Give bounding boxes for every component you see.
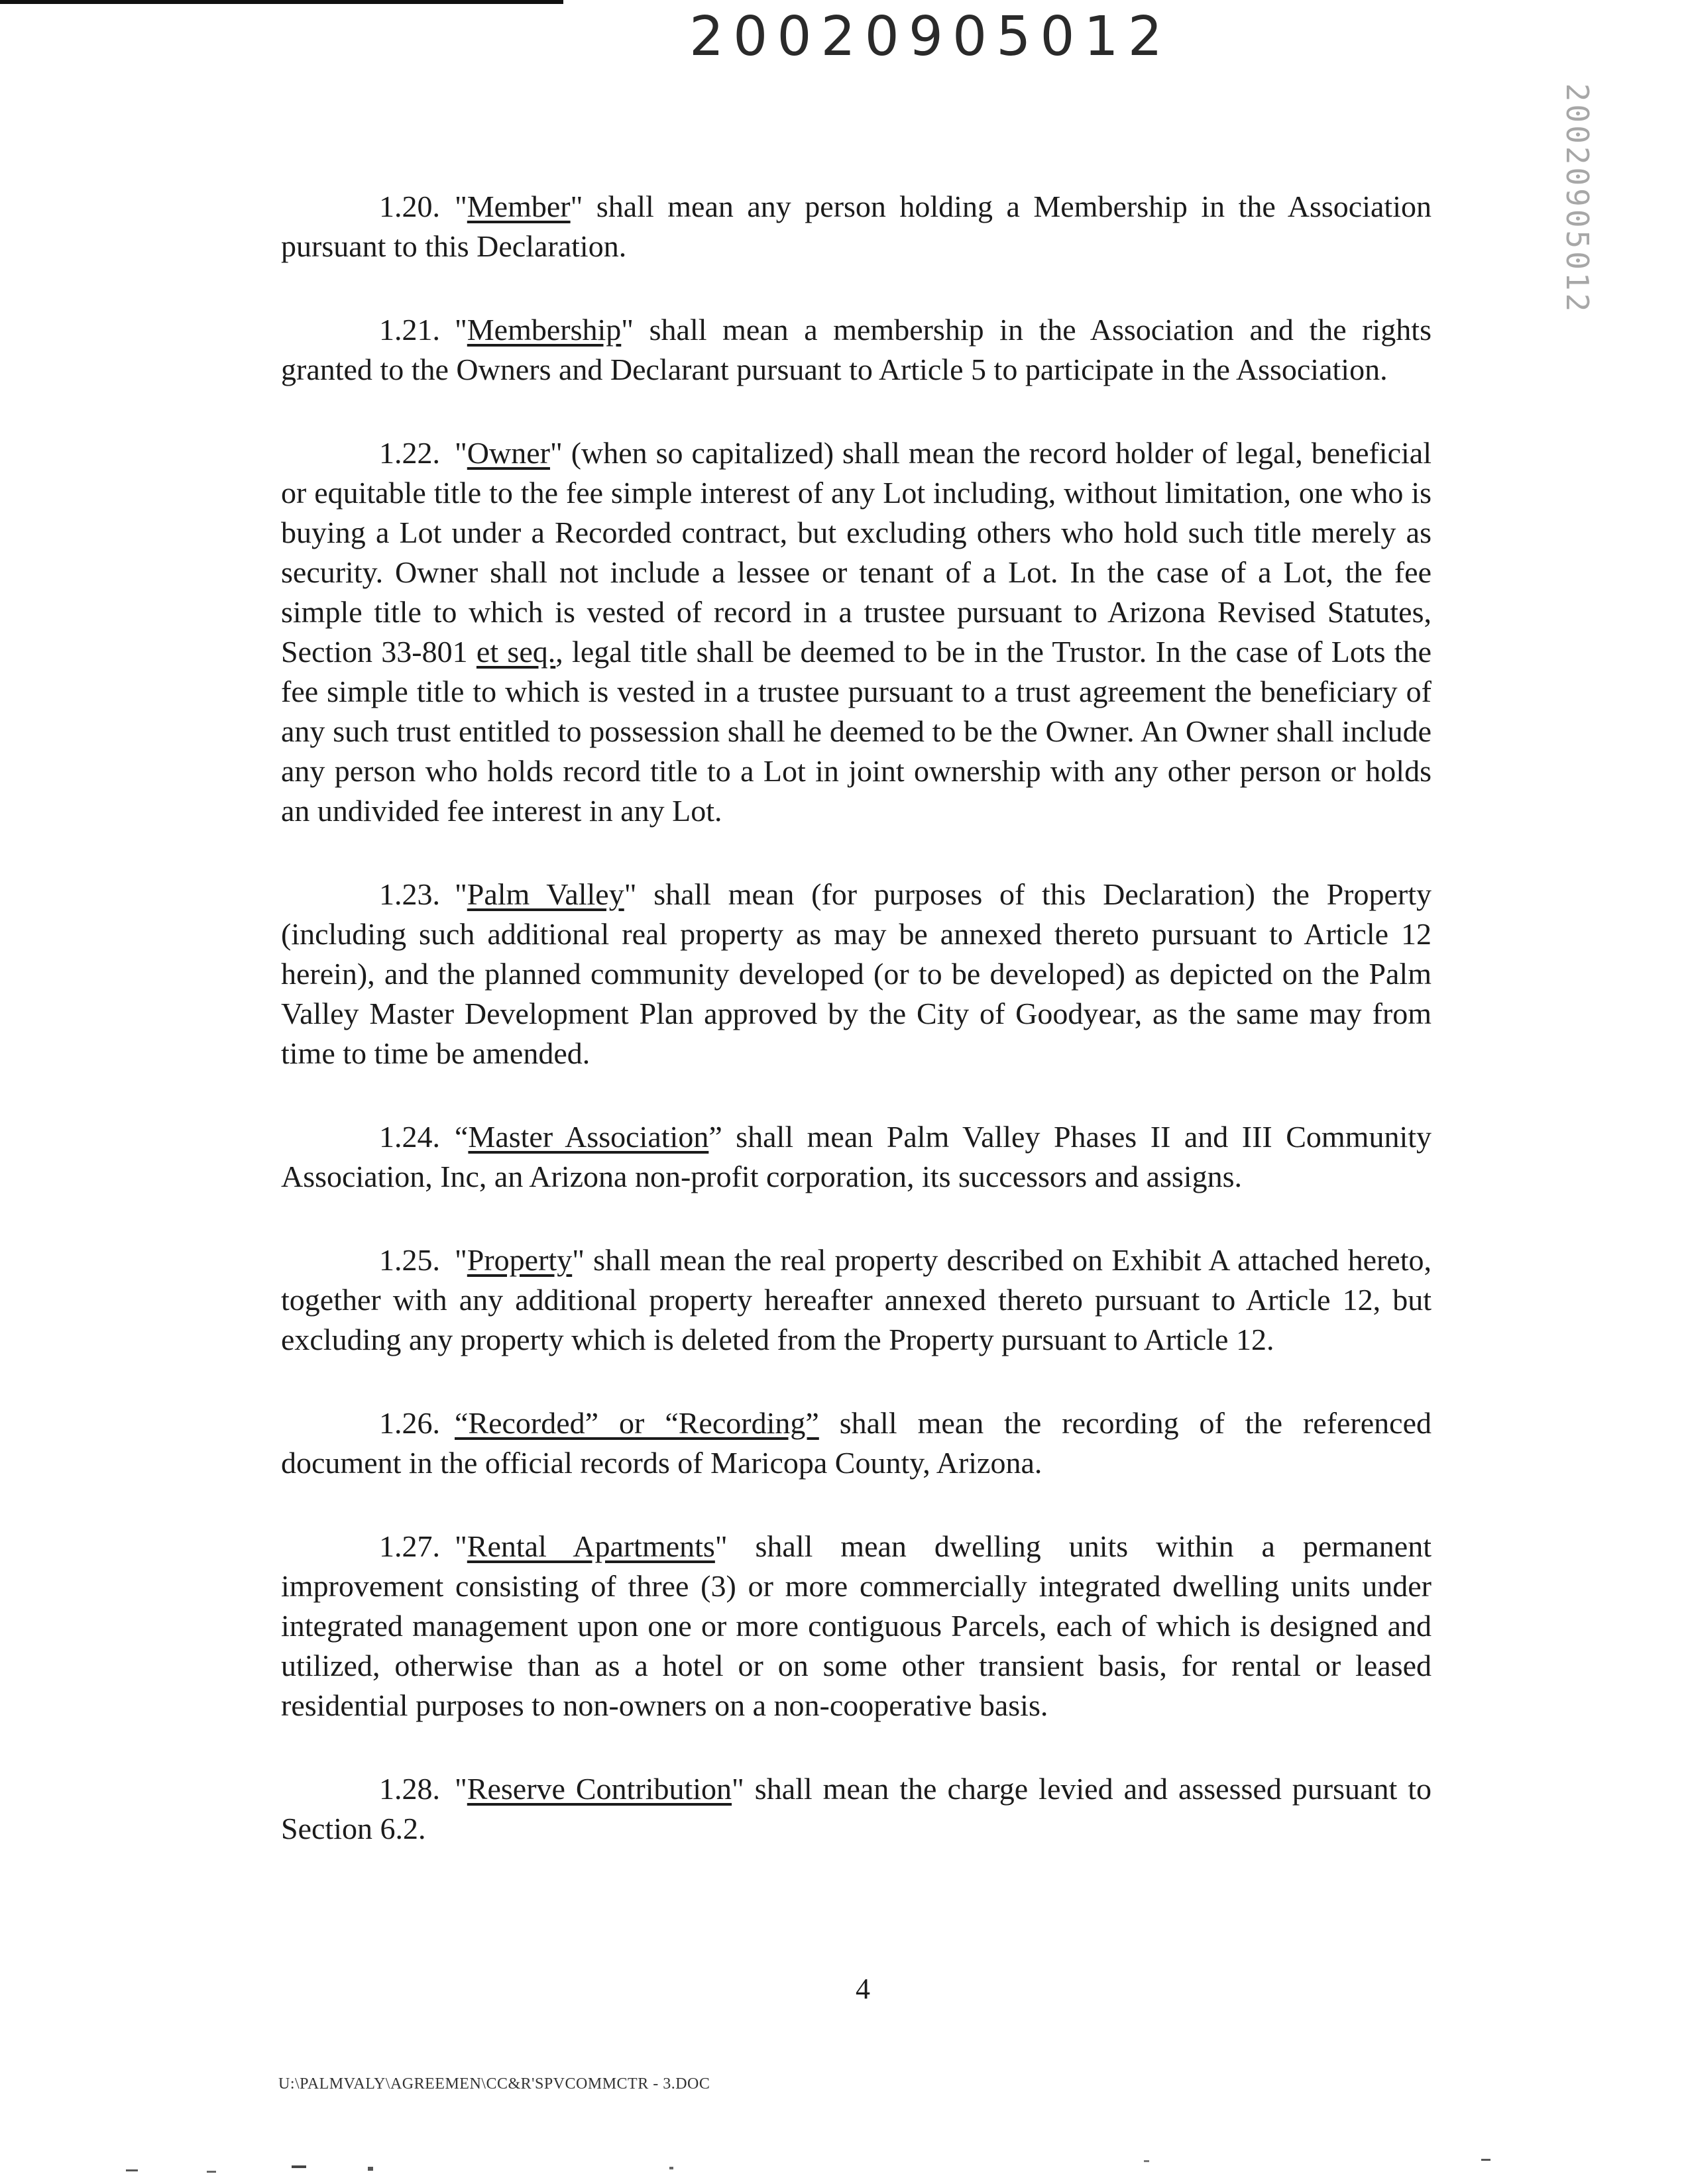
defined-term: “Recorded” or “Recording” (455, 1406, 819, 1440)
open-quote: " (455, 313, 467, 347)
document-body (281, 187, 1432, 1892)
definition-text: ” shall mean Palm Valley Phases II and III Community Association, Inc, an Arizona non-profit corporation, its successors and assigns. (281, 1120, 1432, 1193)
open-quote: " (455, 436, 467, 470)
open-quote: " (455, 877, 467, 911)
definition-1-28 (281, 1769, 1432, 1849)
speck (368, 2167, 373, 2171)
definition-text: " shall mean a membership in the Association and the rights granted to the Owners and Declarant pursuant to Article 5 to participate in the Association. (281, 313, 1432, 386)
definition-text-continued: , legal title shall be deemed to be in the Trustor. In the case of Lots the fee simple title to which is vested in a trustee pursuant to a trust agreement the beneficiary of any such trust entitled to possession shall he deemed to be the Owner. An Owner shall include any person who holds record title to a Lot in joint ownership with any other person or holds an undivided fee interest in any Lot. (281, 635, 1432, 828)
side-recording-stamp (1551, 83, 1604, 315)
open-quote: " (455, 1243, 467, 1277)
definition-1-24 (281, 1117, 1432, 1197)
section-number: 1.24. (379, 1120, 440, 1154)
speck (1144, 2160, 1149, 2162)
definition-1-25 (281, 1240, 1432, 1360)
definition-text: " shall mean the real property described on Exhibit A attached hereto, together with any additional property hereafter annexed thereto pursuant to Article 12, but excluding any property which is deleted from the Property pursuant to Article 12. (281, 1243, 1432, 1356)
definition-text: " shall mean (for purposes of this Declaration) the Property (including such additional real property as may be annexed thereto pursuant to Article 12 herein), and the planned community developed (or to be developed) as depicted on the Palm Valley Master Development Plan approved by the City of Goodyear, as the same may from time to time be amended. (281, 877, 1432, 1070)
open-quote: " (455, 1529, 467, 1563)
defined-term: Palm Valley (467, 877, 624, 911)
defined-term: Master Association (468, 1120, 709, 1154)
top-border-line (0, 0, 563, 4)
file-path-footer: U:\PALMVALY\AGREEMEN\CC&R'SPVCOMMCTR - 3.DOC (278, 2075, 710, 2093)
defined-term: Owner (467, 436, 550, 470)
page-number: 4 (856, 1973, 870, 2005)
section-number: 1.26. (379, 1406, 440, 1440)
section-number: 1.25. (379, 1243, 440, 1277)
section-number: 1.28. (379, 1772, 440, 1806)
open-quote: " (455, 190, 467, 223)
speck (669, 2167, 673, 2169)
section-number: 1.27. (379, 1529, 440, 1563)
speck (126, 2169, 138, 2171)
scan-specks (0, 2147, 1686, 2184)
recording-number: 20020905012 (689, 5, 1172, 68)
section-number: 1.21. (379, 313, 440, 347)
definition-1-21 (281, 310, 1432, 390)
defined-term: Property (467, 1243, 573, 1277)
definition-1-22 (281, 433, 1432, 831)
open-quote: “ (455, 1120, 469, 1154)
definition-1-23 (281, 875, 1432, 1073)
speck (207, 2171, 216, 2173)
et-seq-term: et seq. (476, 635, 556, 669)
speck (1481, 2159, 1490, 2161)
defined-term: Membership (467, 313, 622, 347)
definition-text: shall mean the recording of the referenced document in the official records of Maricopa County, Arizona. (281, 1406, 1432, 1480)
definition-text: " (when so capitalized) shall mean the record holder of legal, beneficial or equitable title to the fee simple interest of any Lot including, without limitation, one who is buying a Lot under a Recorded contract, but excluding others who hold such title merely as security. Owner shall not include a lessee or tenant of a Lot. In the case of a Lot, the fee simple title to which is vested of record in a trustee pursuant to Arizona Revised Statutes, Section 33-801 (281, 436, 1432, 669)
defined-term: Reserve Contribution (467, 1772, 732, 1806)
section-number: 1.20. (379, 190, 440, 223)
definition-text: " shall mean the charge levied and assessed pursuant to Section 6.2. (281, 1772, 1432, 1845)
defined-term: Rental Apartments (467, 1529, 715, 1563)
speck (292, 2165, 306, 2168)
section-number: 1.23. (379, 877, 440, 911)
open-quote: " (455, 1772, 467, 1806)
section-number: 1.22. (379, 436, 440, 470)
definition-1-27 (281, 1527, 1432, 1725)
defined-term: Member (467, 190, 571, 223)
definition-text: " shall mean any person holding a Membership in the Association pursuant to this Declaration. (281, 190, 1432, 263)
definition-1-20 (281, 187, 1432, 266)
definition-text: " shall mean dwelling units within a permanent improvement consisting of three (3) or more commercially integrated dwelling units under integrated management upon one or more contiguous Parcels, each of which is designed and utilized, otherwise than as a hotel or on some other transient basis, for rental or leased residential purposes to non-owners on a non-cooperative basis. (281, 1529, 1432, 1722)
definition-1-26 (281, 1403, 1432, 1483)
side-stamp-text: 20020905012 (1559, 83, 1595, 315)
